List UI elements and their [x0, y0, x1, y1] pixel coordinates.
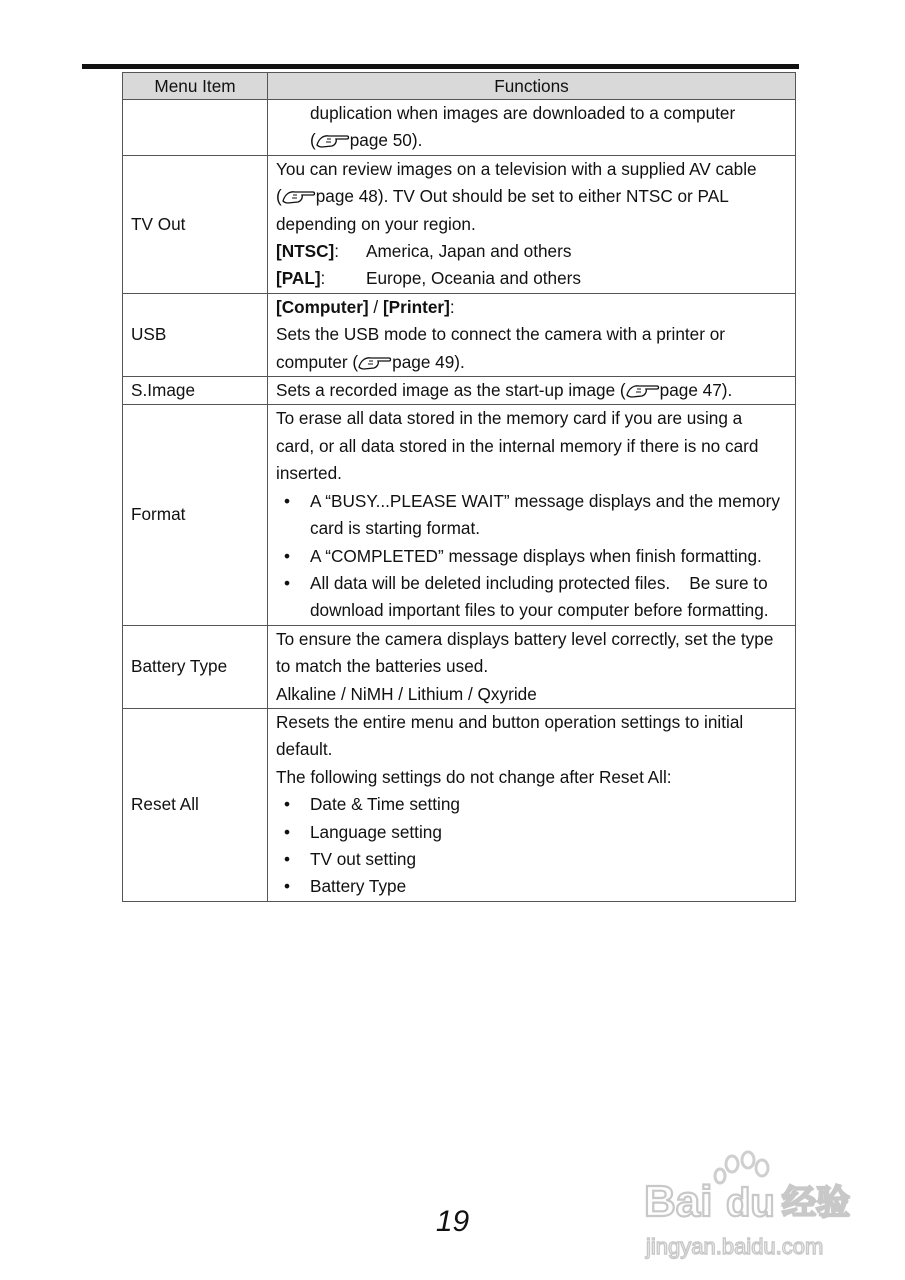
text-fragment: page 49).	[392, 351, 465, 372]
option-printer: [Printer]	[382, 296, 450, 317]
text-fragment: page 50).	[349, 130, 423, 151]
text-line	[276, 127, 787, 154]
list-item-text: A “COMPLETED” message displays when finish formatting.	[310, 545, 762, 566]
list-item-text: A “BUSY...PLEASE WAIT” message displays and the memory	[310, 490, 780, 511]
list-item	[276, 488, 787, 515]
option-pal	[276, 265, 787, 292]
functions-cell	[268, 405, 796, 625]
functions-cell	[268, 293, 796, 376]
text-line	[276, 294, 787, 321]
table-row-s-image	[123, 377, 796, 405]
list-item	[276, 570, 787, 597]
text-fragment: (	[310, 130, 316, 151]
table-header-row	[123, 73, 796, 100]
list-item	[276, 543, 787, 570]
menu-functions-table	[122, 72, 796, 902]
text-line: To ensure the camera displays battery level correctly, set the type	[276, 628, 774, 649]
list-item-text: All data will be deleted including protected files. Be sure to	[310, 572, 768, 593]
table-row-duplication	[123, 100, 796, 156]
text-line: You can review images on a television with a supplied AV cable	[276, 158, 757, 179]
text-fragment: computer (	[276, 351, 359, 372]
list-item	[276, 873, 787, 900]
colon: :	[320, 268, 326, 289]
menu-item-usb: USB	[123, 293, 268, 376]
watermark-brand-text: du	[726, 1181, 775, 1225]
list-item-text: TV out setting	[310, 848, 417, 869]
text-line	[276, 183, 787, 210]
bullet: •	[284, 794, 291, 815]
functions-cell	[268, 377, 796, 405]
pointing-hand-icon	[358, 353, 392, 371]
list-item-continuation: card is starting format.	[310, 518, 481, 539]
menu-item-empty	[123, 100, 268, 156]
option-computer: [Computer]	[276, 296, 369, 317]
watermark-brand-text: 经验	[782, 1184, 850, 1222]
text-line: Sets the USB mode to connect the camera with a printer or	[276, 324, 726, 345]
header-menu-item: Menu Item	[123, 73, 268, 100]
menu-item-reset-all: Reset All	[123, 708, 268, 901]
list-item	[276, 819, 787, 846]
watermark-brand-text: Bai	[644, 1177, 713, 1226]
text-line: Alkaline / NiMH / Lithium / Qxyride	[276, 683, 537, 704]
list-item	[276, 846, 787, 873]
bullet: •	[284, 490, 291, 511]
text-line: The following settings do not change after Reset All:	[276, 766, 672, 787]
list-item-text: Battery Type	[310, 876, 407, 897]
header-functions: Functions	[268, 73, 796, 100]
text-line: to match the batteries used.	[276, 656, 489, 677]
baidu-jingyan-watermark	[640, 1150, 870, 1270]
text-line: Resets the entire menu and button operation settings to initial	[276, 711, 744, 732]
text-fragment: page 47).	[659, 380, 733, 401]
list-item-text: Date & Time setting	[310, 794, 460, 815]
bullet: •	[284, 545, 291, 566]
option-key: [PAL]	[276, 268, 321, 289]
text-fragment: page 48). TV Out should be set to either NTSC or PAL	[315, 186, 729, 207]
text-line: To erase all data stored in the memory card if you are using a	[276, 408, 743, 429]
menu-item-format: Format	[123, 405, 268, 625]
text-line: inserted.	[276, 463, 342, 484]
text-line	[276, 377, 787, 404]
menu-item-s-image: S.Image	[123, 377, 268, 405]
pointing-hand-icon	[282, 187, 316, 205]
watermark-url-text: jingyan.baidu.com	[646, 1234, 824, 1259]
colon: :	[449, 296, 455, 317]
text-fragment: Sets a recorded image as the start-up image (	[276, 380, 626, 401]
table-row-format	[123, 405, 796, 625]
pointing-hand-icon	[316, 131, 350, 149]
text-fragment: (	[276, 186, 282, 207]
colon: :	[334, 241, 340, 262]
text-line	[276, 349, 787, 376]
text-line: duplication when images are downloaded to a computer	[310, 103, 736, 123]
page-number: 19	[435, 1205, 470, 1238]
functions-cell	[268, 155, 796, 293]
table-row-battery-type	[123, 625, 796, 708]
text-line: depending on your region.	[276, 213, 476, 234]
table-row-usb	[123, 293, 796, 376]
list-item-text: Language setting	[310, 821, 442, 842]
menu-item-battery-type: Battery Type	[123, 625, 268, 708]
bullet: •	[284, 821, 291, 842]
top-rule	[82, 64, 799, 69]
functions-cell	[268, 708, 796, 901]
table-row-reset-all	[123, 708, 796, 901]
option-value: Europe, Oceania and others	[366, 268, 581, 289]
list-item	[276, 791, 787, 818]
option-value: America, Japan and others	[366, 241, 572, 262]
table-row-tv-out	[123, 155, 796, 293]
functions-cell	[268, 100, 796, 156]
functions-cell	[268, 625, 796, 708]
bullet: •	[284, 572, 291, 593]
bullet: •	[284, 848, 291, 869]
pointing-hand-icon	[626, 381, 660, 399]
menu-item-tv-out: TV Out	[123, 155, 268, 293]
text-line: default.	[276, 739, 333, 760]
option-key: [NTSC]	[276, 241, 335, 262]
list-item-continuation: download important files to your computer before formatting.	[310, 600, 769, 621]
separator: /	[368, 296, 383, 317]
option-ntsc	[276, 238, 787, 265]
bullet: •	[284, 876, 291, 897]
text-line: card, or all data stored in the internal memory if there is no card	[276, 435, 759, 456]
